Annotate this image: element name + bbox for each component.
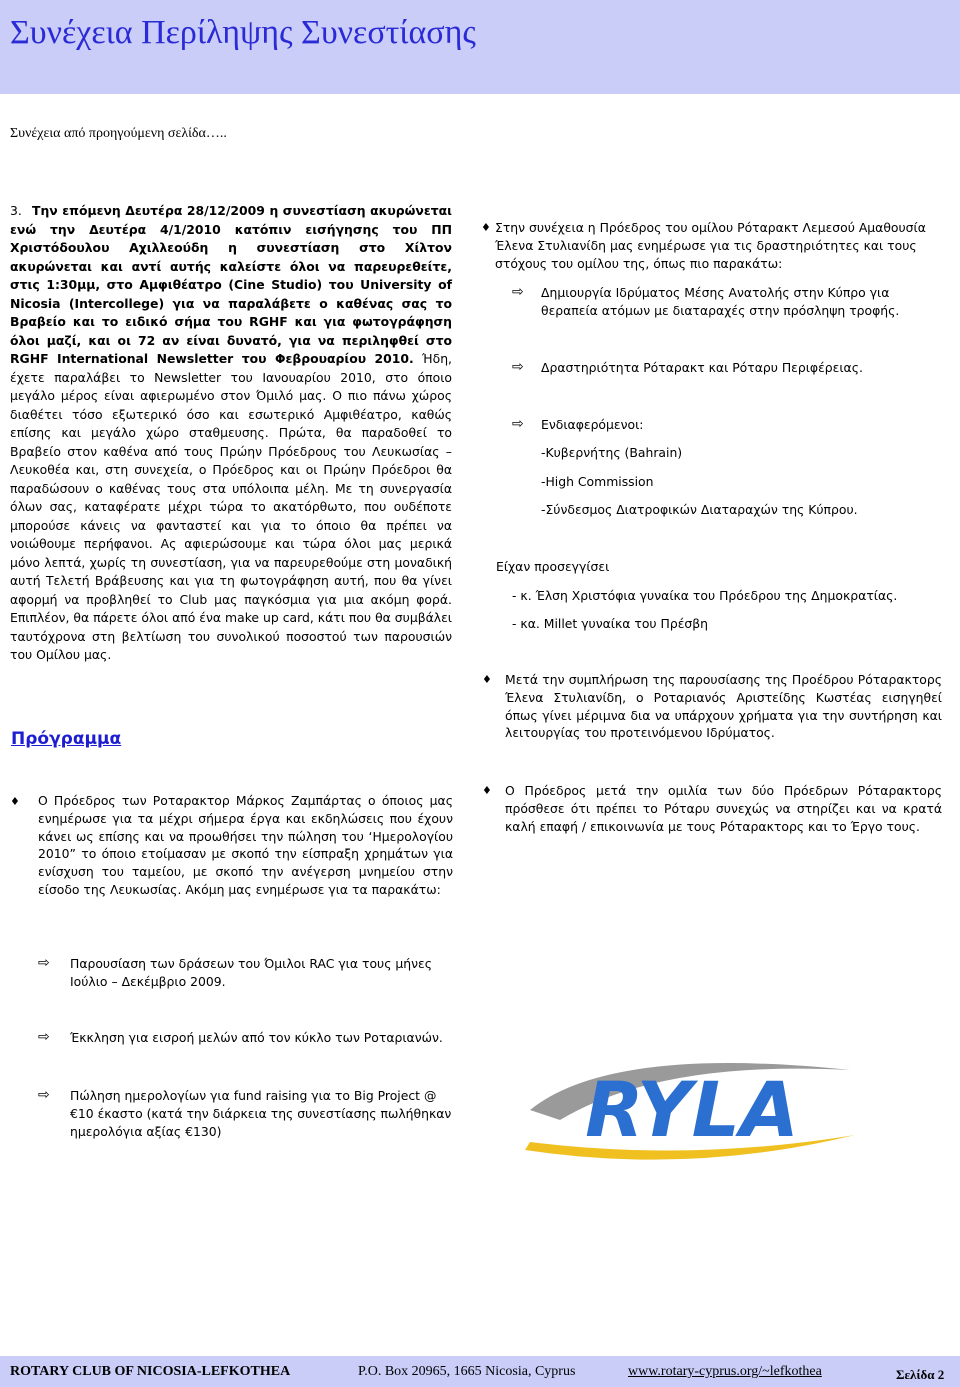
footer-website-link[interactable]: www.rotary-cyprus.org/~lefkothea xyxy=(628,1364,822,1379)
bullet-icon: ♦ xyxy=(481,221,491,234)
item-3-text: Ήδη, έχετε παραλάβει το Newsletter του Ιανουαρίου 2010, στο όποιο μεγάλο μέρος είναι αφιερωμένο στον Όμιλό μας. Ο πιο πάνω χώρος διαθέτει τόσο εξωτερικό όσο και εσωτερικό Αμφιθέατρο, καθώς επίσης και μεγάλο χώρο σταθμευσης. Πρώτα, θα παραδοθεί το Βραβείο στον καθένα από τους Πρώην Πρόεδρους του Λευκωσίας – Λευκοθέα και, στη συνεχεία, ο Πρόεδρος και οι Πρώην Πρόεδροι θα παραδώσουν ο καθένας τους στα υπόλοιπα μέλη. Με τη συνεργασία όλων σας, καταφέρατε μέχρι τώρα το ακατόρθωτο, που ουδέποτε μπορούσε κάνεις να φανταστεί και για το όποιο θα πρέπει να νοιώθουμε περήφανοι. Ας αφιερώσουμε και τώρα όλοι μας μερικά μόνο λεπτά, χωρίς τη συνεστίαση, για να παρευρεθούμε στη μοναδική αυτή Τελετή Βράβευσης και για τη φωτογράφηση αυτή, που θα γίνει αφορμή να προβληθεί το Club μας παγκόσμια για μια ακόμη φορά. Επιπλέον, θα πάρετε όλοι από ένα make up card, κάτι που θα συμβάλει ταυτόχρονα στη βελτίωση του συνολικού ποσοστού των παρουσιών του Ομίλου μας. xyxy=(10,351,452,662)
left-arrow-item-2: Έκκληση για εισροή μελών από τον κύκλο των Ροταριανών. xyxy=(70,1030,443,1045)
right-arrow-item-3: Ενδιαφερόμενοι: xyxy=(541,417,644,432)
continued-note: Συνέχεια από προηγούμενη σελίδα….. xyxy=(10,126,227,141)
arrow-icon: ⇨ xyxy=(38,1087,50,1103)
arrow-icon: ⇨ xyxy=(38,955,50,971)
bullet-icon: ♦ xyxy=(10,795,20,808)
footer-address: P.O. Box 20965, 1665 Nicosia, Cyprus xyxy=(358,1364,576,1379)
right-bullet-2: Ο Πρόεδρος μετά την ομιλία των δύο Πρόεδρων Ρόταρακτορς πρόσθεσε ότι πρέπει το Ρόταρυ συνεχώς να στηρίζει και να κρατά καλή επαφή / επικοινωνία με τους Ρόταρακτορς και το Έργο τους. xyxy=(505,783,942,834)
right-bullet-1: Μετά την συμπλήρωση της παρουσίασης της Προέδρου Ρόταρακτορς Έλενα Στυλιανίδη, ο Ροταριανός Αριστείδης Κωστέας εισηγηθεί όπως γίνει μέριμνα δια να υπάρχουν χρήματα για την συντήρηση και λειτουργίας του προτεινόμενου Ιδρύματος. xyxy=(505,672,942,741)
bullet-icon: ♦ xyxy=(482,784,492,797)
page-footer xyxy=(0,1356,960,1387)
logo-text: RYLA xyxy=(585,1065,799,1154)
arrow-icon: ⇨ xyxy=(512,359,524,375)
interested-item-1: -Κυβερνήτης (Bahrain) xyxy=(541,445,683,460)
arrow-icon: ⇨ xyxy=(38,1029,50,1045)
arrow-icon: ⇨ xyxy=(512,416,524,432)
programme-heading: Πρόγραμμα xyxy=(11,729,122,749)
invited-heading: Είχαν προσεγγίσει xyxy=(496,559,610,574)
invited-item-1: - κ. Έλση Χριστόφια γυναίκα του Πρόεδρου της Δημοκρατίας. xyxy=(512,588,898,603)
ryla-logo xyxy=(520,1050,865,1170)
page-header xyxy=(0,0,960,94)
interested-item-3: -Σύνδεσμος Διατροφικών Διαταραχών της Κύπρου. xyxy=(541,502,858,517)
invited-item-2: - κα. Millet γυναίκα του Πρέσβη xyxy=(512,616,709,631)
arrow-icon: ⇨ xyxy=(512,284,524,300)
right-arrow-item-2: Δραστηριότητα Ρόταρακτ και Ρόταρυ Περιφέρειας. xyxy=(541,360,863,375)
item-number: 3. xyxy=(10,203,22,218)
right-arrow-item-1: Δημιουργία Ιδρύματος Μέσης Ανατολής στην Κύπρο για θεραπεία ατόμων με διαταραχές στην πρόσληψη τροφής. xyxy=(541,285,900,318)
item-3-paragraph xyxy=(10,202,452,665)
left-bullet-text: Ο Πρόεδρος των Ροταρακτορ Μάρκος Ζαμπάρτας ο όποιος μας ενημέρωσε για τα μέχρι σήμερα έργα και εκδηλώσεις που έχουν κάνει ως επίσης και να προωθήσει την πώληση του ‘Ημερολογίου 2010” το όποιο ετοίμασαν με σκοπό την είσπραξη χρημάτων για ενίσχυση του ταμείου, με σκοπό την ανέγερση μνημείου στην είσοδο της Λευκωσίας. Ακόμη μας ενημέρωσε για τα παρακάτω: xyxy=(38,793,453,897)
footer-club-name: ROTARY CLUB OF NICOSIA-LEFKOTHEA xyxy=(10,1364,291,1379)
left-arrow-item-3: Πώληση ημερολογίων για fund raising για το Big Project @ €10 έκαστο (κατά την διάρκεια της συνεστίασης πωλήθηκαν ημερολόγια αξίας €130) xyxy=(70,1088,452,1139)
right-intro-text: Στην συνέχεια η Πρόεδρος του ομίλου Ρόταρακτ Λεμεσού Αμαθουσία Έλενα Στυλιανίδη μας ενημέρωσε για τις δραστηριότητες και τους στόχους του ομίλου της, όπως πιο παρακάτω: xyxy=(495,220,926,271)
interested-item-2: -High Commission xyxy=(541,474,654,489)
left-arrow-item-1: Παρουσίαση των δράσεων του Όμιλοι RAC για τους μήνες Ιούλιο – Δεκέμβριο 2009. xyxy=(70,956,433,989)
bullet-icon: ♦ xyxy=(482,673,492,686)
footer-page-number: Σελίδα 2 xyxy=(896,1367,945,1382)
page-title: Συνέχεια Περίληψης Συνεστίασης xyxy=(10,14,476,51)
item-3-bold-text: Την επόμενη Δευτέρα 28/12/2009 η συνεστίαση ακυρώνεται ενώ την Δευτέρα 4/1/2010 κατόπιν εισήγησης του ΠΠ Χριστόδουλου Αχιλλεούδη η συνεστίαση στο Χίλτον ακυρώνεται και αντί αυτής καλείστε όλοι να παρευρεθείτε, στις 1:30μμ, στο Αμφιθέατρο (Cine Studio) του University of Nicosia (Intercollege) για να παραλάβετε ο καθένας σας το Βραβείο και το ειδικό σήμα του RGHF και για φωτογράφηση όλοι μαζί, και οι 72 αν είναι δυνατό, για να περιληφθεί στο RGHF International Newsletter του Φεβρουαρίου 2010. xyxy=(10,203,452,366)
